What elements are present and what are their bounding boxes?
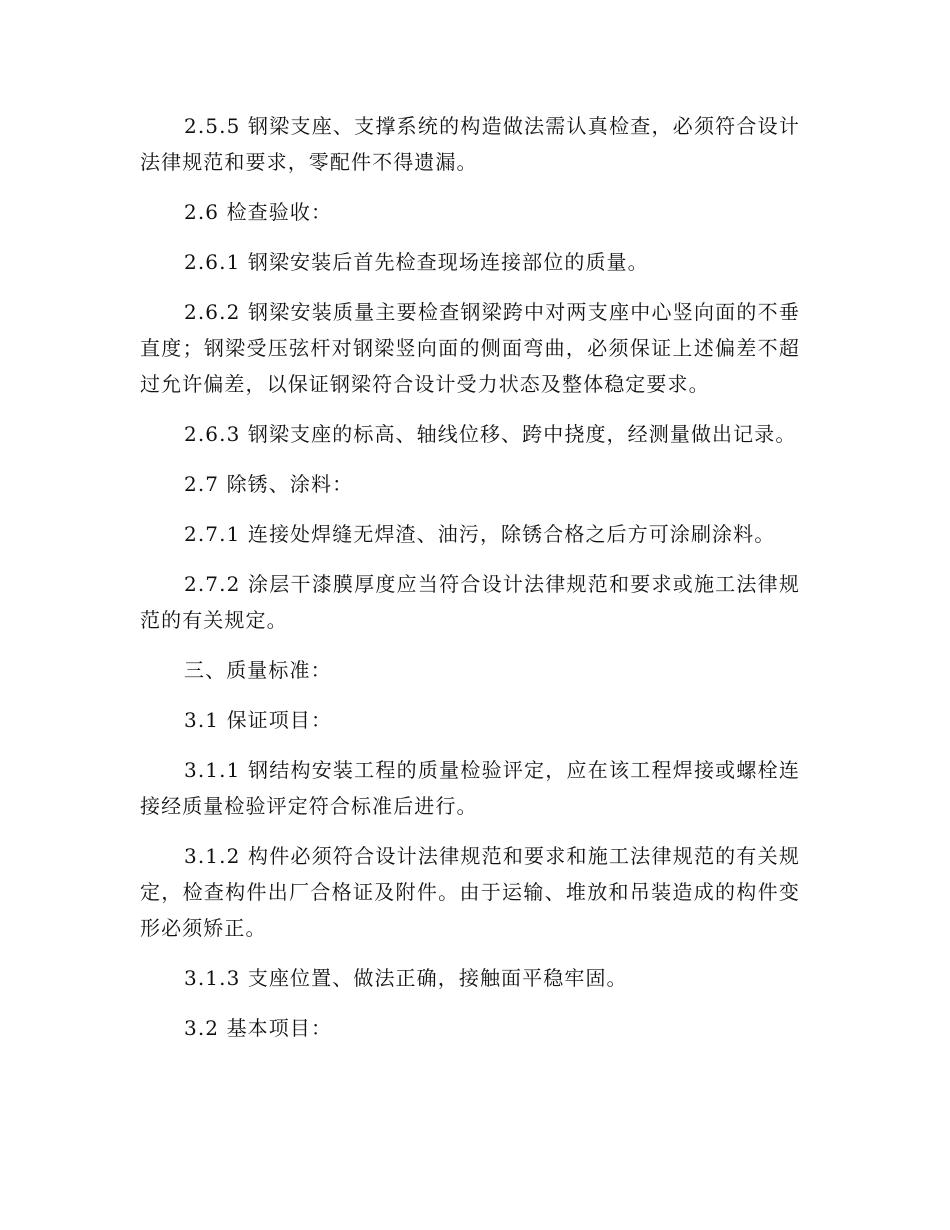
paragraph-2-5-5: 2.5.5 钢梁支座、支撑系统的构造做法需认真检查，必须符合设计法律规范和要求，零配件不得遗漏。 xyxy=(140,114,800,174)
paragraph-2-6-3: 2.6.3 钢梁支座的标高、轴线位移、跨中挠度，经测量做出记录。 xyxy=(184,422,797,446)
heading-2-6: 2.6 检查验收： xyxy=(184,200,333,224)
heading-2-7: 2.7 除锈、涂料： xyxy=(184,472,354,496)
heading-3-1: 3.1 保证项目： xyxy=(184,708,333,732)
document-body xyxy=(140,108,800,1046)
paragraph-2-6-1: 2.6.1 钢梁安装后首先检查现场连接部位的质量。 xyxy=(184,250,649,274)
paragraph-2-6-2: 2.6.2 钢梁安装质量主要检查钢梁跨中对两支座中心竖向面的不垂直度；钢梁受压弦杆对钢梁竖向面的侧面弯曲，必须保证上述偏差不超过允许偏差，以保证钢梁符合设计受力状态及整体稳定要求。 xyxy=(140,300,800,396)
heading-section-3: 三、质量标准： xyxy=(184,658,332,682)
heading-3-2: 3.2 基本项目： xyxy=(184,1016,333,1040)
paragraph-3-1-1: 3.1.1 钢结构安装工程的质量检验评定，应在该工程焊接或螺栓连接经质量检验评定符合标准后进行。 xyxy=(140,758,800,818)
paragraph-2-7-2: 2.7.2 涂层干漆膜厚度应当符合设计法律规范和要求或施工法律规范的有关规定。 xyxy=(140,572,800,632)
paragraph-3-1-3: 3.1.3 支座位置、做法正确，接触面平稳牢固。 xyxy=(184,966,628,990)
paragraph-3-1-2: 3.1.2 构件必须符合设计法律规范和要求和施工法律规范的有关规定，检查构件出厂合格证及附件。由于运输、堆放和吊装造成的构件变形必须矫正。 xyxy=(140,844,800,940)
paragraph-2-7-1: 2.7.1 连接处焊缝无焊渣、油污，除锈合格之后方可涂刷涂料。 xyxy=(184,522,776,546)
